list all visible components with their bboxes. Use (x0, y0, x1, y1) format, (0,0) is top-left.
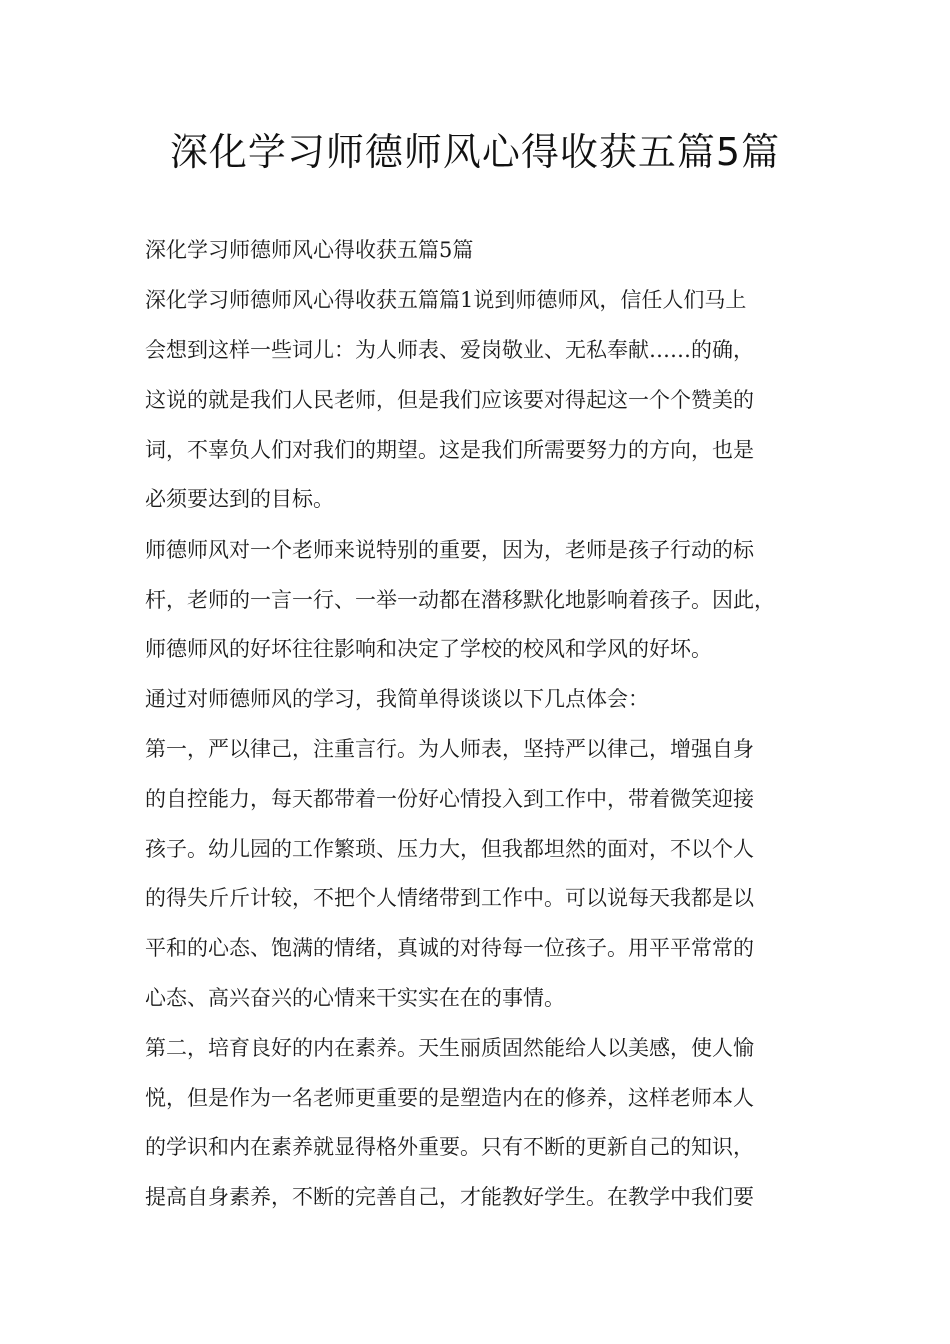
body-text-line: 这说的就是我们人民老师，但是我们应该要对得起这一个个赞美的 (145, 388, 754, 412)
body-text-line: 心态、高兴奋兴的心情来干实实在在的事情。 (145, 986, 565, 1010)
body-text-line: 平和的心态、饱满的情绪，真诚的对待每一位孩子。用平平常常的 (145, 936, 754, 960)
body-text-line: 词，不辜负人们对我们的期望。这是我们所需要努力的方向，也是 (145, 438, 754, 462)
body-text-line: 必须要达到的目标。 (145, 487, 334, 511)
body-text-line: 会想到这样一些词儿：为人师表、爱岗敬业、无私奉献……的确， (145, 338, 754, 362)
body-text-line: 深化学习师德师风心得收获五篇篇1说到师德师风，信任人们马上 (145, 288, 747, 312)
document-subtitle-line: 深化学习师德师风心得收获五篇5篇 (145, 238, 474, 262)
body-text-line: 的得失斤斤计较，不把个人情绪带到工作中。可以说每天我都是以 (145, 886, 754, 910)
document-title: 深化学习师德师风心得收获五篇5篇 (169, 130, 781, 174)
body-text-line: 第一，严以律己，注重言行。为人师表，坚持严以律己，增强自身 (145, 737, 754, 761)
body-text-line: 孩子。幼儿园的工作繁琐、压力大，但我都坦然的面对，不以个人 (145, 837, 754, 861)
body-text-line: 杆，老师的一言一行、一举一动都在潜移默化地影响着孩子。因此， (145, 588, 775, 612)
body-text-line: 第二，培育良好的内在素养。天生丽质固然能给人以美感，使人愉 (145, 1036, 754, 1060)
body-text-line: 师德师风的好坏往往影响和决定了学校的校风和学风的好坏。 (145, 637, 712, 661)
body-text-line: 师德师风对一个老师来说特别的重要，因为，老师是孩子行动的标 (145, 538, 754, 562)
body-text-line: 提高自身素养，不断的完善自己，才能教好学生。在教学中我们要 (145, 1185, 754, 1209)
body-text-line: 通过对师德师风的学习，我简单得谈谈以下几点体会： (145, 687, 649, 711)
body-text-line: 的学识和内在素养就显得格外重要。只有不断的更新自己的知识， (145, 1135, 754, 1159)
body-text-line: 悦，但是作为一名老师更重要的是塑造内在的修养，这样老师本人 (145, 1086, 754, 1110)
body-text-line: 的自控能力，每天都带着一份好心情投入到工作中，带着微笑迎接 (145, 787, 754, 811)
